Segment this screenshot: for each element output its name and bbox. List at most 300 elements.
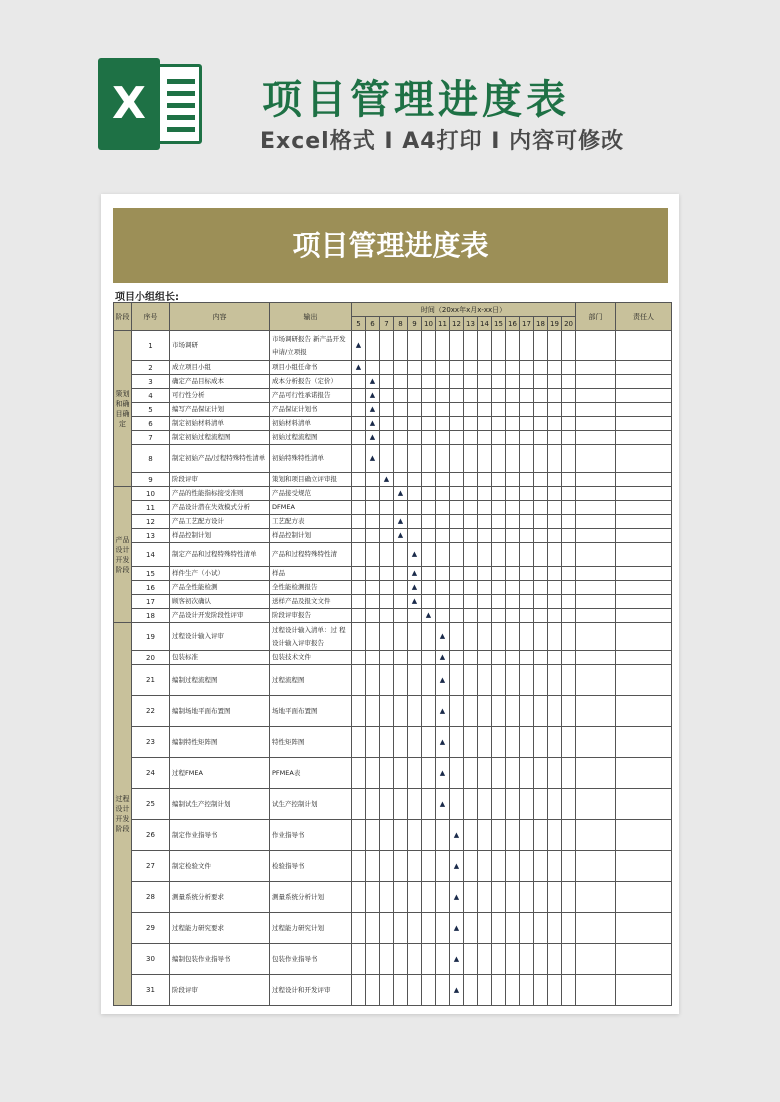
day-cell [464, 445, 478, 473]
output-cell: 工艺配方表 [270, 515, 352, 529]
seq-cell: 6 [132, 417, 170, 431]
day-cell [548, 758, 562, 789]
day-cell [436, 473, 450, 487]
table-row [114, 501, 672, 515]
header-dept: 部门 [576, 303, 616, 331]
owner-cell [616, 473, 672, 487]
output-cell: PFMEA表 [270, 758, 352, 789]
day-cell [352, 375, 366, 389]
day-cell [436, 595, 450, 609]
day-cell [506, 975, 520, 1006]
day-cell [506, 473, 520, 487]
owner-cell [616, 543, 672, 567]
day-cell [380, 487, 394, 501]
day-cell [520, 567, 534, 581]
table-row [114, 473, 672, 487]
day-cell [478, 758, 492, 789]
day-cell [478, 501, 492, 515]
output-cell: 检验指导书 [270, 851, 352, 882]
day-cell [394, 431, 408, 445]
day-cell [436, 417, 450, 431]
dept-cell [576, 820, 616, 851]
table-row [114, 696, 672, 727]
day-cell [408, 473, 422, 487]
day-cell [534, 851, 548, 882]
day-cell [394, 820, 408, 851]
day-cell [464, 543, 478, 567]
day-cell [380, 727, 394, 758]
day-cell [548, 375, 562, 389]
day-cell [506, 375, 520, 389]
day-cell [548, 665, 562, 696]
day-cell [562, 473, 576, 487]
content-cell: 顾客初次确认 [170, 595, 270, 609]
milestone-marker: ▲ [408, 567, 422, 581]
day-cell [352, 651, 366, 665]
day-cell [548, 609, 562, 623]
day-cell [394, 944, 408, 975]
dept-cell [576, 913, 616, 944]
dept-cell [576, 595, 616, 609]
day-cell [534, 609, 548, 623]
day-cell [562, 581, 576, 595]
day-cell [464, 623, 478, 651]
day-cell [366, 515, 380, 529]
table-row [114, 529, 672, 543]
day-cell [506, 882, 520, 913]
day-cell [464, 595, 478, 609]
content-cell: 产品设计开发阶段性评审 [170, 609, 270, 623]
day-cell [534, 581, 548, 595]
dept-cell [576, 417, 616, 431]
day-header: 13 [464, 317, 478, 331]
day-cell [464, 403, 478, 417]
day-cell [506, 515, 520, 529]
day-cell [394, 581, 408, 595]
day-cell [548, 331, 562, 361]
day-cell [352, 696, 366, 727]
content-cell: 制定检验文件 [170, 851, 270, 882]
day-cell [408, 789, 422, 820]
day-cell [380, 944, 394, 975]
milestone-marker: ▲ [352, 331, 366, 361]
day-cell [492, 820, 506, 851]
day-cell [450, 431, 464, 445]
output-cell: 场地平面布置图 [270, 696, 352, 727]
day-cell [408, 487, 422, 501]
day-cell [520, 820, 534, 851]
day-cell [450, 727, 464, 758]
dept-cell [576, 581, 616, 595]
day-cell [436, 609, 450, 623]
day-cell [380, 375, 394, 389]
owner-cell [616, 431, 672, 445]
dept-cell [576, 501, 616, 515]
day-cell [548, 361, 562, 375]
day-cell [478, 651, 492, 665]
seq-cell: 16 [132, 581, 170, 595]
table-row [114, 623, 672, 651]
table-row [114, 944, 672, 975]
day-cell [380, 696, 394, 727]
day-cell [534, 389, 548, 403]
seq-cell: 21 [132, 665, 170, 696]
day-cell [408, 331, 422, 361]
day-cell [450, 487, 464, 501]
day-cell [534, 758, 548, 789]
table-row [114, 882, 672, 913]
day-cell [478, 882, 492, 913]
day-cell [548, 473, 562, 487]
seq-cell: 18 [132, 609, 170, 623]
milestone-marker: ▲ [394, 529, 408, 543]
owner-cell [616, 403, 672, 417]
day-cell [408, 529, 422, 543]
day-cell [548, 975, 562, 1006]
seq-cell: 31 [132, 975, 170, 1006]
owner-cell [616, 331, 672, 361]
day-cell [506, 913, 520, 944]
day-cell [478, 913, 492, 944]
day-cell [422, 331, 436, 361]
day-cell [562, 487, 576, 501]
day-cell [506, 501, 520, 515]
content-cell: 产品设计潜在失效模式分析 [170, 501, 270, 515]
dept-cell [576, 696, 616, 727]
day-cell [492, 696, 506, 727]
day-cell [492, 389, 506, 403]
day-cell [394, 501, 408, 515]
day-cell [506, 543, 520, 567]
owner-cell [616, 696, 672, 727]
day-cell [520, 727, 534, 758]
seq-cell: 1 [132, 331, 170, 361]
seq-cell: 23 [132, 727, 170, 758]
day-cell [562, 944, 576, 975]
seq-cell: 25 [132, 789, 170, 820]
day-cell [380, 403, 394, 417]
day-cell [408, 417, 422, 431]
day-cell [464, 851, 478, 882]
content-cell: 产品全性能检测 [170, 581, 270, 595]
day-cell [422, 944, 436, 975]
output-cell: 试生产控制计划 [270, 789, 352, 820]
day-cell [380, 567, 394, 581]
day-cell [478, 375, 492, 389]
day-cell [422, 361, 436, 375]
day-cell [352, 389, 366, 403]
day-cell [520, 609, 534, 623]
milestone-marker: ▲ [422, 609, 436, 623]
day-cell [548, 696, 562, 727]
day-cell [408, 445, 422, 473]
day-cell [520, 473, 534, 487]
dept-cell [576, 651, 616, 665]
day-cell [352, 913, 366, 944]
day-cell [408, 515, 422, 529]
day-header: 18 [534, 317, 548, 331]
day-cell [436, 529, 450, 543]
day-cell [492, 501, 506, 515]
day-cell [366, 975, 380, 1006]
content-cell: 过程FMEA [170, 758, 270, 789]
day-cell [492, 651, 506, 665]
day-cell [422, 758, 436, 789]
day-cell [366, 487, 380, 501]
dept-cell [576, 487, 616, 501]
day-cell [422, 789, 436, 820]
day-cell [464, 331, 478, 361]
day-cell [422, 417, 436, 431]
day-header: 20 [562, 317, 576, 331]
day-cell [478, 543, 492, 567]
day-cell [534, 665, 548, 696]
day-cell [548, 623, 562, 651]
day-cell [450, 595, 464, 609]
day-cell [562, 851, 576, 882]
day-cell [562, 882, 576, 913]
seq-cell: 24 [132, 758, 170, 789]
day-cell [380, 389, 394, 403]
leader-label: 项目小组组长: [115, 292, 179, 303]
day-cell [352, 543, 366, 567]
day-cell [380, 529, 394, 543]
output-cell: 初始材料清单 [270, 417, 352, 431]
day-cell [562, 758, 576, 789]
day-cell [548, 431, 562, 445]
day-cell [450, 529, 464, 543]
day-cell [534, 487, 548, 501]
day-cell [366, 567, 380, 581]
day-cell [492, 789, 506, 820]
table-row [114, 543, 672, 567]
table-row [114, 375, 672, 389]
day-cell [352, 515, 366, 529]
seq-cell: 4 [132, 389, 170, 403]
day-cell [506, 581, 520, 595]
day-cell [548, 529, 562, 543]
milestone-marker: ▲ [366, 417, 380, 431]
content-cell: 制定初始材料清单 [170, 417, 270, 431]
day-cell [380, 789, 394, 820]
day-cell [450, 515, 464, 529]
day-cell [408, 403, 422, 417]
day-cell [380, 515, 394, 529]
day-cell [520, 445, 534, 473]
day-cell [492, 975, 506, 1006]
seq-cell: 7 [132, 431, 170, 445]
day-cell [534, 789, 548, 820]
output-cell: 阶段评审报告 [270, 609, 352, 623]
day-cell [380, 758, 394, 789]
day-cell [436, 913, 450, 944]
day-cell [562, 595, 576, 609]
day-cell [478, 851, 492, 882]
day-cell [352, 727, 366, 758]
day-cell [520, 543, 534, 567]
day-cell [408, 665, 422, 696]
day-cell [464, 665, 478, 696]
output-cell: 产品和过程特殊特性清 [270, 543, 352, 567]
owner-cell [616, 581, 672, 595]
output-cell: 样品控制计划 [270, 529, 352, 543]
day-cell [492, 375, 506, 389]
day-cell [450, 389, 464, 403]
content-cell: 编写产品保证计划 [170, 403, 270, 417]
day-cell [366, 758, 380, 789]
day-cell [436, 431, 450, 445]
day-cell [534, 820, 548, 851]
content-cell: 制定初始产品/过程特殊特性清单 [170, 445, 270, 473]
day-cell [436, 567, 450, 581]
day-cell [520, 975, 534, 1006]
day-cell [450, 651, 464, 665]
owner-cell [616, 758, 672, 789]
day-header: 15 [492, 317, 506, 331]
day-cell [562, 651, 576, 665]
day-header: 6 [366, 317, 380, 331]
day-cell [422, 529, 436, 543]
day-cell [394, 375, 408, 389]
day-cell [520, 665, 534, 696]
day-cell [366, 882, 380, 913]
dept-cell [576, 361, 616, 375]
day-cell [506, 727, 520, 758]
day-cell [450, 361, 464, 375]
day-cell [506, 487, 520, 501]
day-header: 5 [352, 317, 366, 331]
milestone-marker: ▲ [436, 789, 450, 820]
banner-title: 项目管理进度表 [262, 77, 570, 123]
day-cell [436, 445, 450, 473]
day-cell [450, 375, 464, 389]
output-cell: 产品可行性承诺报告 [270, 389, 352, 403]
day-cell [548, 913, 562, 944]
seq-cell: 10 [132, 487, 170, 501]
day-cell [478, 595, 492, 609]
day-cell [492, 445, 506, 473]
dept-cell [576, 445, 616, 473]
table-row [114, 389, 672, 403]
day-cell [478, 581, 492, 595]
day-cell [478, 473, 492, 487]
table-row [114, 727, 672, 758]
day-cell [478, 331, 492, 361]
day-cell [492, 473, 506, 487]
day-cell [548, 581, 562, 595]
day-cell [506, 567, 520, 581]
day-cell [548, 651, 562, 665]
content-cell: 样件生产（小试） [170, 567, 270, 581]
day-cell [478, 944, 492, 975]
day-cell [366, 696, 380, 727]
day-cell [464, 529, 478, 543]
day-header: 10 [422, 317, 436, 331]
day-cell [380, 851, 394, 882]
milestone-marker: ▲ [366, 375, 380, 389]
day-cell [464, 609, 478, 623]
header-content: 内容 [170, 303, 270, 331]
day-cell [450, 609, 464, 623]
day-cell [506, 445, 520, 473]
table-row [114, 975, 672, 1006]
table-row [114, 361, 672, 375]
day-cell [408, 851, 422, 882]
day-cell [380, 595, 394, 609]
day-cell [422, 975, 436, 1006]
day-cell [436, 543, 450, 567]
day-cell [450, 417, 464, 431]
day-cell [492, 609, 506, 623]
day-cell [380, 975, 394, 1006]
content-cell: 编制过程流程图 [170, 665, 270, 696]
day-cell [352, 609, 366, 623]
day-cell [380, 417, 394, 431]
content-cell: 产品的性能指标接受准则 [170, 487, 270, 501]
spreadsheet-preview [101, 194, 679, 1014]
owner-cell [616, 727, 672, 758]
milestone-marker: ▲ [436, 727, 450, 758]
day-cell [464, 696, 478, 727]
day-cell [492, 417, 506, 431]
day-cell [394, 445, 408, 473]
day-cell [506, 944, 520, 975]
day-cell [520, 389, 534, 403]
day-cell [534, 417, 548, 431]
seq-cell: 20 [132, 651, 170, 665]
dept-cell [576, 331, 616, 361]
day-cell [548, 487, 562, 501]
content-cell: 制定作业指导书 [170, 820, 270, 851]
seq-cell: 29 [132, 913, 170, 944]
seq-cell: 27 [132, 851, 170, 882]
day-cell [520, 651, 534, 665]
milestone-marker: ▲ [366, 431, 380, 445]
day-cell [464, 501, 478, 515]
day-cell [492, 543, 506, 567]
day-cell [380, 665, 394, 696]
dept-cell [576, 567, 616, 581]
day-cell [352, 431, 366, 445]
content-cell: 包装标准 [170, 651, 270, 665]
day-cell [562, 445, 576, 473]
content-cell: 样品控制计划 [170, 529, 270, 543]
day-cell [492, 581, 506, 595]
day-cell [492, 944, 506, 975]
day-cell [464, 515, 478, 529]
output-cell: 过程能力研究计划 [270, 913, 352, 944]
seq-cell: 8 [132, 445, 170, 473]
day-cell [534, 515, 548, 529]
day-cell [366, 609, 380, 623]
day-cell [492, 529, 506, 543]
stage-cell: 过程设计开发阶段 [114, 623, 132, 1006]
seq-cell: 11 [132, 501, 170, 515]
day-cell [464, 361, 478, 375]
owner-cell [616, 944, 672, 975]
day-cell [422, 851, 436, 882]
day-cell [422, 473, 436, 487]
day-cell [436, 389, 450, 403]
day-cell [520, 529, 534, 543]
output-cell: 测量系统分析计划 [270, 882, 352, 913]
day-cell [478, 820, 492, 851]
seq-cell: 17 [132, 595, 170, 609]
day-cell [506, 696, 520, 727]
table-row [114, 487, 672, 501]
day-cell [534, 696, 548, 727]
dept-cell [576, 665, 616, 696]
